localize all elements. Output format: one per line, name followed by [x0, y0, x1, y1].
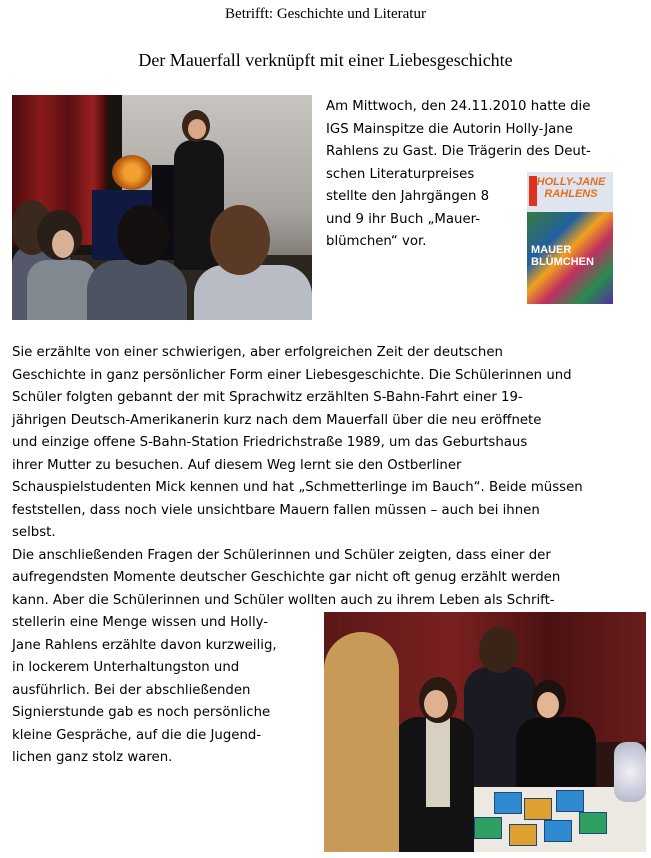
closing-line: Signierstunde gab es noch persönliche [12, 705, 271, 720]
main-line: Schauspielstudenten Mick kennen und hat „Schmetterlinge im Bauch“. Beide müssen [12, 480, 583, 495]
intro-line: Am Mittwoch, den 24.11.2010 hatte die [326, 99, 591, 114]
intro-line: Rahlens zu Gast. Die Trägerin des Deut- [326, 144, 591, 159]
book-cover-author: HOLLY-JANE RAHLENS [536, 176, 606, 200]
article-headline: Der Mauerfall verknüpft mit einer Liebesgeschichte [138, 50, 513, 70]
reading-photo [12, 95, 312, 320]
closing-line: lichen ganz stolz waren. [12, 750, 173, 765]
main-line: kann. Aber die Schülerinnen und Schüler wollten auch zu ihrem Leben als Schrift- [12, 592, 555, 608]
intro-line: schen Literaturpreises [326, 166, 475, 182]
closing-line: stellerin eine Menge wissen und Holly- [12, 615, 269, 630]
main-line: Schüler folgten gebannt der mit Sprachwitz erzählten S-Bahn-Fahrt einer 19- [12, 390, 523, 405]
subject-line: Betrifft: Geschichte und Literatur [225, 6, 426, 22]
main-line: Die anschließenden Fragen der Schülerinnen und Schüler zeigten, dass einer der [12, 547, 551, 563]
main-line: jährigen Deutsch-Amerikanerin kurz nach dem Mauerfall über die neu eröffnete [12, 412, 542, 428]
main-line: ihrer Mutter zu besuchen. Auf diesem Weg lernt sie den Ostberliner [12, 457, 462, 473]
main-line: feststellen, dass noch viele unsichtbare Mauern fallen müssen – auch bei ihnen [12, 502, 540, 518]
book-cover-image [527, 172, 613, 304]
main-line: und einzige offene S-Bahn-Station Friedrichstraße 1989, um das Geburtshaus [12, 435, 528, 450]
closing-line: Jane Rahlens erzählte davon kurzweilig, [12, 637, 277, 653]
main-paragraph [12, 342, 583, 612]
intro-line: und 9 ihr Buch „Mauer- [326, 211, 481, 227]
book-cover-title: MAUER BLÜMCHEN [531, 244, 594, 268]
intro-line: IGS Mainspitze die Autorin Holly-Jane [326, 121, 573, 137]
closing-line: kleine Gespräche, auf die die Jugend- [12, 727, 262, 743]
closing-line: ausführlich. Bei der abschließenden [12, 682, 251, 698]
intro-line: blümchen“ vor. [326, 234, 427, 249]
main-line: aufregendsten Momente deutscher Geschichte gar nicht oft genug erzählt werden [12, 570, 561, 585]
main-line: Sie erzählte von einer schwierigen, aber erfolgreichen Zeit der deutschen [12, 345, 503, 360]
main-line: selbst. [12, 525, 56, 540]
closing-paragraph [12, 612, 277, 770]
signing-photo [324, 612, 646, 852]
intro-line: stellte den Jahrgängen 8 [326, 189, 490, 204]
closing-line: in lockerem Unterhaltungston und [12, 660, 240, 675]
main-line: Geschichte in ganz persönlicher Form einer Liebesgeschichte. Die Schülerinnen und [12, 367, 572, 383]
